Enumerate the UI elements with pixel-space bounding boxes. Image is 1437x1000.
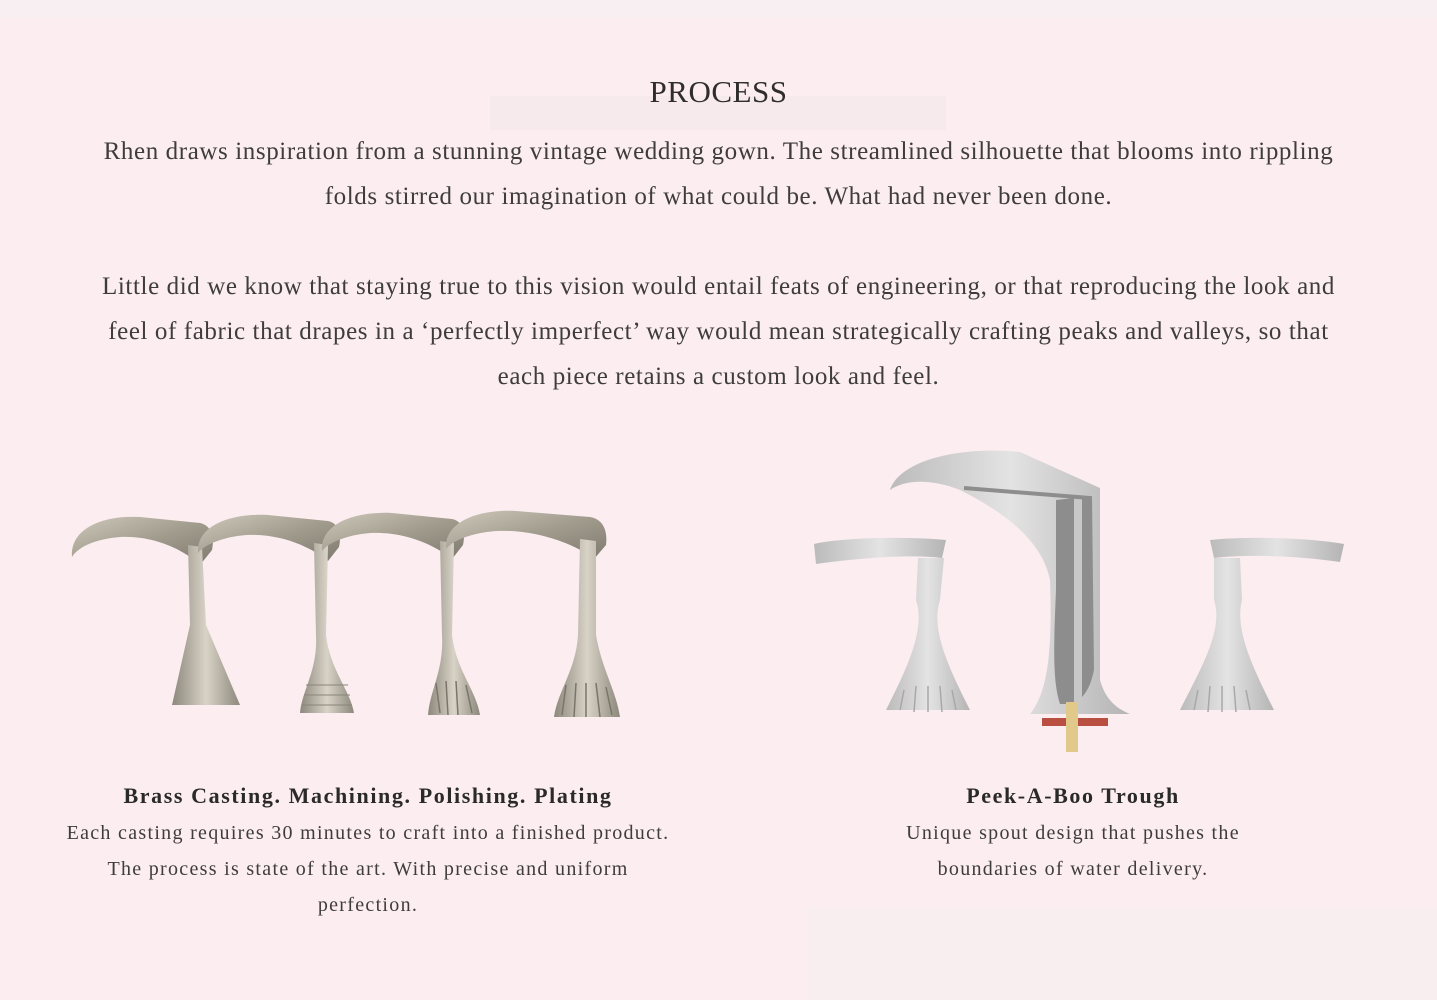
feature-description: Each casting requires 30 minutes to craft into a finished product. The process is state of the art. With precise and uniform perfection.	[66, 822, 670, 916]
trough-cutaway-illustration	[800, 440, 1360, 760]
top-bar	[0, 0, 1437, 18]
feature-description: Unique spout design that pushes the boundaries of water delivery.	[906, 822, 1240, 880]
engineering-paragraph: Little did we know that staying true to this vision would entail feats of engineering, or that reproducing the look and feel of fabric that drapes in a ‘perfectly imperfect’ way would mean strategically crafting peaks and valleys, so that each piece retains a custom look and feel.	[102, 273, 1335, 390]
feature-trough	[853, 783, 1293, 887]
feature-title: Peek-A-Boo Trough	[966, 783, 1180, 808]
plated-spout	[446, 511, 620, 717]
feature-title: Brass Casting. Machining. Polishing. Plating	[123, 783, 613, 808]
rough-casting-spout	[72, 517, 240, 705]
section-heading: PROCESS	[649, 74, 788, 109]
right-handle	[1180, 538, 1344, 712]
casting-stages-illustration	[50, 495, 650, 735]
intro-paragraph: Rhen draws inspiration from a stunning vintage wedding gown. The streamlined silhouette that blooms into rippling folds stirred our imagination of what could be. What had never been done.	[103, 138, 1334, 210]
feature-casting	[62, 783, 674, 923]
bottom-backdrop	[808, 908, 1437, 1000]
left-handle	[814, 538, 970, 712]
